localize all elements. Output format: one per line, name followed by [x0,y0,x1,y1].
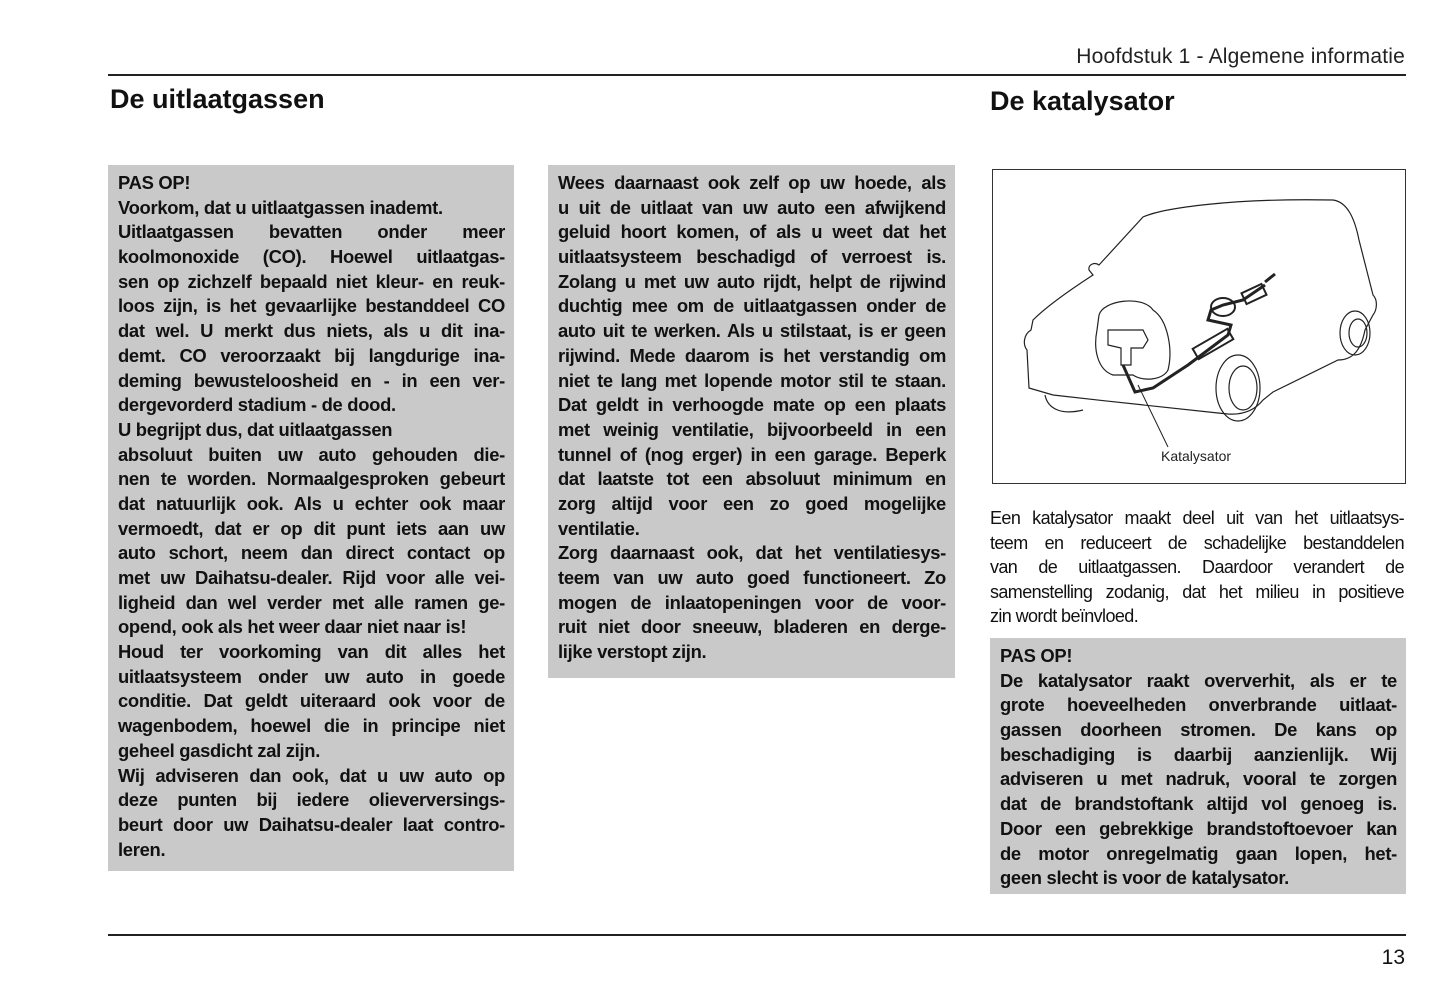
text-line: beschadiging is daarbij aanzienlijk. Wij [1000,743,1397,765]
text-line: dat de brandstoftank altijd vol genoeg is. [1000,793,1397,815]
text-line: vermoedt, dat er op dit punt iets aan uw [118,517,505,539]
text-line: PAS OP! [118,172,191,193]
text-line: auto uit te werken. Als u stilstaat, is er geen [558,320,946,342]
text-line: Een katalysator maakt deel uit van het uitlaatsys- [990,508,1404,528]
text-line: zin wordt beïnvloed. [990,606,1139,626]
text-line: demt. CO veroorzaakt bij langdurige ina- [118,344,505,366]
warning-box-exhaust [108,165,514,871]
text-line: geen slecht is voor de katalysator. [1000,867,1289,889]
text-line: Wij adviseren dan ook, dat u uw auto op [118,764,505,786]
text-line: grote hoeveelheden onverbrande uitlaat- [1000,694,1397,716]
text-line: leren. [118,838,166,860]
text-line: sen op zichzelf bepaald niet kleur- en reuk- [118,270,505,292]
text-line: auto schort, neem dan direct contact op [118,542,505,564]
warning-box-katalysator [990,638,1406,894]
section-title-uitlaatgassen: De uitlaatgassen [110,84,325,114]
text-line: De katalysator raakt oververhit, als er te [1000,669,1397,691]
text-line: teem van uw auto goed functioneert. Zo [558,567,946,588]
text-line: geheel gasdicht zal zijn. [118,739,320,761]
catalytic-converter-illustration [992,169,1406,484]
katalysator-intro-text [990,506,1404,629]
text-line: dergevorderd stadium - de dood. [118,394,396,416]
text-line: deze punten bij iedere olieverversings- [118,789,505,811]
text-line: gassen doorheen stromen. De kans op [1000,719,1397,741]
text-line: loos zijn, is het gevaarlijke bestanddeel CO [118,295,505,317]
text-line: conditie. Dat geldt uiteraard ook voor de [118,690,505,712]
section-title-katalysator: De katalysator [990,86,1175,116]
text-line: mogen de inlaatopeningen voor de voor- [558,591,946,613]
header-rule [108,74,1406,76]
text-line: koolmonoxide (CO). Hoewel uitlaatgas- [118,246,505,268]
text-line: dat natuurlijk ook. Als u echter ook maar [118,492,505,514]
text-line: Voorkom, dat u uitlaatgassen inademt. [118,196,443,218]
text-line: ruit niet door sneeuw, bladeren en derge- [558,616,946,638]
text-line: Dat geldt in verhoogde mate op een plaats [558,394,946,416]
text-line: absoluut buiten uw auto gehouden die- [118,443,505,465]
text-line: Uitlaatgassen bevatten onder meer [118,221,505,243]
text-line: met weinig ventilatie, bijvoorbeeld in een [558,418,946,440]
text-line: zorg altijd voor een zo goed mogelijke [558,492,946,514]
text-line: ligheid dan wel verder met alle ramen ge- [118,591,505,613]
text-line: geluid hoort komen, of als u weet dat het [558,221,946,243]
text-line: samenstelling zodanig, dat het milieu in positieve [990,581,1404,602]
text-line: Houd ter voorkoming van dit alles het [118,641,505,663]
text-line: tunnel of (nog erger) in een garage. Beperk [558,443,946,465]
text-line: dat laatste tot een absoluut minimum en [558,468,946,490]
car-drawing-icon [993,170,1404,482]
info-box-exhaust [548,165,955,678]
text-line: Zorg daarnaast ook, dat het ventilatiesys- [558,542,946,564]
text-line: deming bewusteloosheid en - in een ver- [118,369,505,391]
text-line: PAS OP! [1000,645,1073,666]
text-line: met uw Daihatsu-dealer. Rijd voor alle vei- [118,567,505,588]
figure-caption: Katalysator [1161,448,1232,464]
text-line: beurt door uw Daihatsu-dealer laat contro- [118,813,505,835]
text-line: U begrijpt dus, dat uitlaatgassen [118,418,393,440]
text-line: rijwind. Mede daarom is het verstandig om [558,344,946,366]
page-number: 13 [1381,946,1405,969]
text-line: niet te lang met lopende motor stil te staan. [558,369,946,391]
text-line: Wees daarnaast ook zelf op uw hoede, als [558,172,946,193]
text-line: de motor onregelmatig gaan lopen, het- [1000,842,1397,864]
text-line: opend, ook als het weer daar niet naar is! [118,616,467,638]
text-line: van de uitlaatgassen. Daardoor verandert de [990,557,1404,577]
text-line: wagenbodem, hoewel die in principe niet [118,715,505,737]
text-line: uitlaatsysteem beschadigd of verroest is. [558,246,946,268]
text-line: Door een gebrekkige brandstoftoevoer kan [1000,817,1397,839]
text-line: lijke verstopt zijn. [558,641,707,663]
text-line: adviseren u met nadruk, vooral te zorgen [1000,768,1397,790]
text-line: uitlaatsysteem onder uw auto in goede [118,665,505,687]
text-line: nen te worden. Normaalgesproken gebeurt [118,468,505,490]
text-line: dat wel. U merkt dus niets, als u dit ina- [118,320,505,342]
text-line: u uit de uitlaat van uw auto een afwijkend [558,196,946,218]
footer-rule [108,934,1406,936]
text-line: ventilatie. [558,517,640,539]
text-line: teem en reduceert de schadelijke bestanddelen [990,532,1404,553]
text-line: Zolang u met uw auto rijdt, helpt de rijwind [558,270,946,292]
text-line: duchtig mee om de uitlaatgassen onder de [558,295,946,317]
chapter-header: Hoofdstuk 1 - Algemene informatie [1076,45,1405,68]
